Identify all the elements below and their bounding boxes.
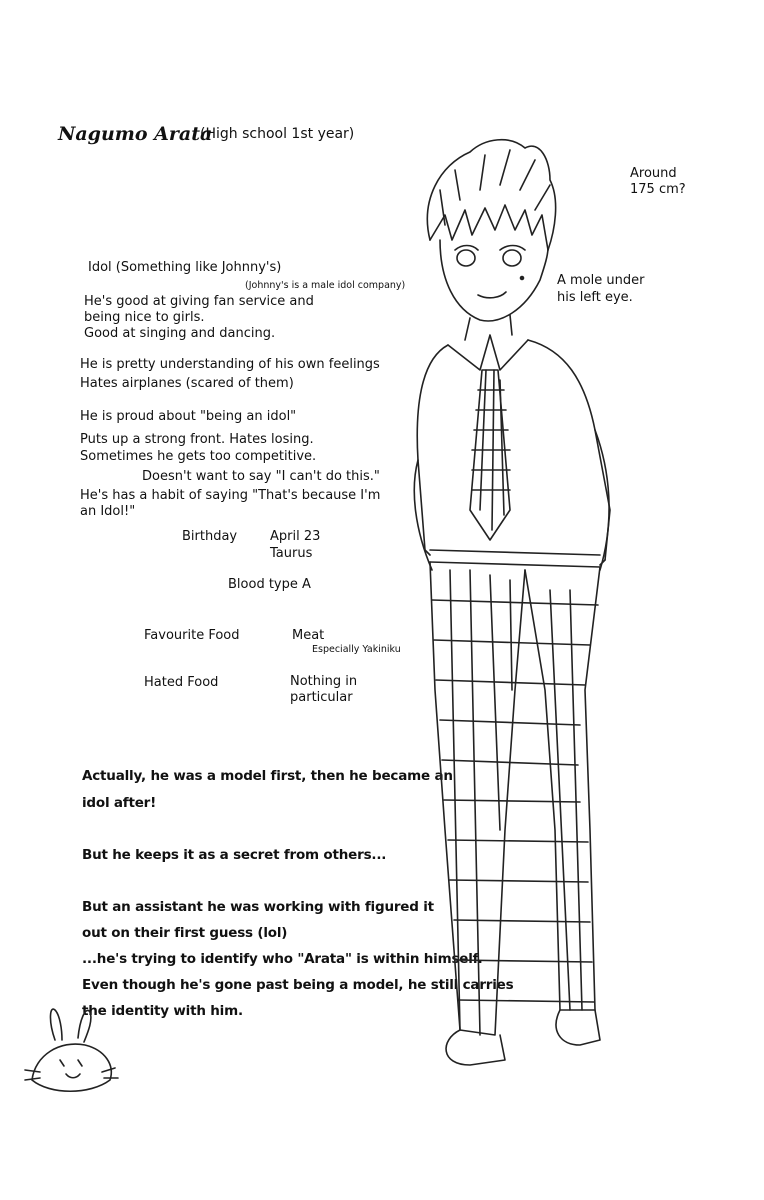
character-year: (High school 1st year): [200, 126, 355, 142]
favourite-food-note: Especially Yakiniku: [312, 644, 401, 655]
shirt: [417, 340, 610, 560]
note-line: idol after!: [82, 795, 157, 811]
hated-food-value-line-1: Nothing in: [290, 674, 358, 689]
blood-type: Blood type A: [228, 577, 311, 592]
note-line: But an assistant he was working with figured it: [82, 899, 434, 915]
trait-line: He's has a habit of saying "That's because I'm: [80, 488, 381, 503]
note-line: But he keeps it as a secret from others...: [82, 847, 387, 863]
note-line: the identity with him.: [82, 1003, 243, 1019]
face: [440, 240, 548, 321]
zodiac-value: Taurus: [270, 546, 313, 561]
note-line: out on their first guess (lol): [82, 925, 288, 941]
height-note-line-1: Around: [630, 166, 677, 181]
favourite-food-value: Meat: [292, 628, 325, 643]
mole-note-line-1: A mole under: [557, 273, 645, 288]
trait-line: Sometimes he gets too competitive.: [80, 449, 317, 464]
trait-line: He's good at giving fan service and: [84, 294, 314, 309]
occupation-note: (Johnny's is a male idol company): [245, 280, 406, 291]
character-name: Nagumo Arata: [58, 123, 213, 145]
trait-line: Hates airplanes (scared of them): [80, 376, 294, 391]
trait-line: Good at singing and dancing.: [84, 326, 276, 341]
birthday-value: April 23: [270, 529, 321, 544]
note-line: Even though he's gone past being a model, he still carries: [82, 977, 514, 993]
birthday-label: Birthday: [182, 529, 238, 544]
hated-food-value-line-2: particular: [290, 690, 353, 705]
rabbit-doodle-icon: [20, 1000, 130, 1100]
trait-line: He is proud about "being an idol": [80, 409, 297, 424]
trait-line: being nice to girls.: [84, 310, 205, 325]
occupation: Idol (Something like Johnny's): [88, 260, 282, 275]
shoe: [446, 1030, 505, 1065]
character-sketch: [400, 130, 630, 1090]
trait-line: Puts up a strong front. Hates losing.: [80, 432, 314, 447]
trait-line: an Idol!": [80, 504, 136, 519]
trait-line: He is pretty understanding of his own feelings: [80, 357, 380, 372]
favourite-food-label: Favourite Food: [144, 628, 240, 643]
note-line: ...he's trying to identify who "Arata" is within himself.: [82, 951, 483, 967]
hair: [427, 140, 555, 250]
note-line: Actually, he was a model first, then he became an: [82, 768, 453, 784]
hated-food-label: Hated Food: [144, 675, 219, 690]
trait-line: Doesn't want to say "I can't do this.": [142, 469, 380, 484]
height-note-line-2: 175 cm?: [630, 182, 686, 197]
mole-note-line-2: his left eye.: [557, 290, 633, 305]
